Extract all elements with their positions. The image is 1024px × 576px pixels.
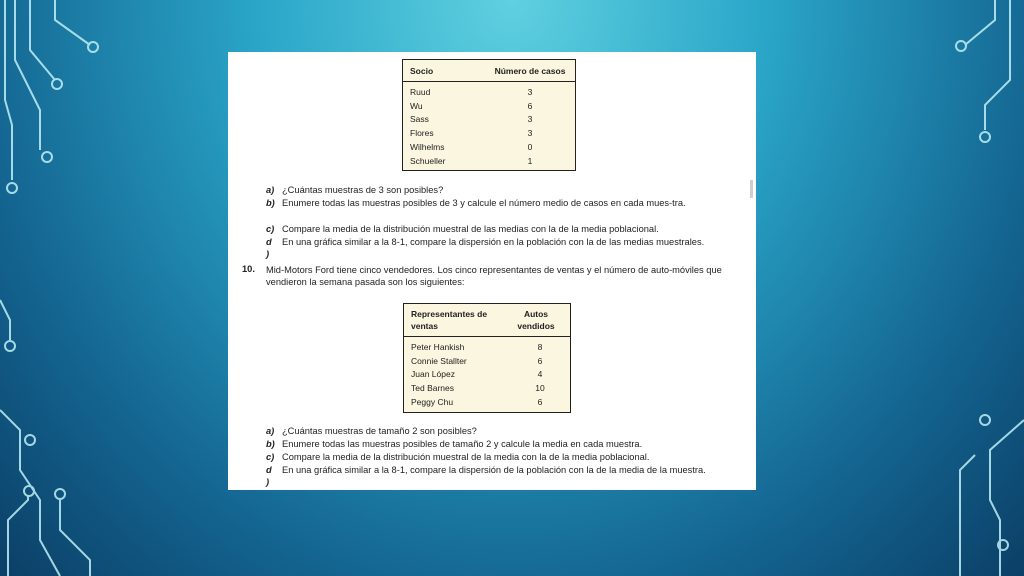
cell: Connie Stallter <box>411 355 467 366</box>
cell: 3 <box>527 86 533 97</box>
cell: Juan López <box>411 369 455 380</box>
question-text: Enumere todas las muestras posibles de tamaño 2 y calcule la media en cada muestra. <box>282 439 643 449</box>
cell: Flores <box>410 128 434 139</box>
cell: Ted Barnes <box>411 383 454 394</box>
question-label: a) <box>266 426 275 436</box>
question-label: a) <box>266 185 275 195</box>
sales-table <box>403 303 571 413</box>
question-text: ¿Cuántas muestras de tamaño 2 son posibles? <box>282 426 477 436</box>
cell: Wilhelms <box>410 142 445 153</box>
question-label: b) <box>266 439 275 449</box>
problem-text-body: Mid-Motors Ford tiene cinco vendedores. Los cinco representantes de ventas y el número de auto-móviles que vendieron la semana pasada son los siguientes: <box>266 265 722 287</box>
table-row <box>403 154 575 168</box>
question-text: En una gráfica similar a la 8-1, compare la dispersión en la población con la de las medias muestrales. <box>282 237 705 247</box>
question-label: c) <box>266 452 275 462</box>
cell: Sass <box>410 114 429 125</box>
problem-number: 10. <box>242 264 255 274</box>
table-header <box>404 304 570 337</box>
column-header: Socio <box>410 65 434 76</box>
cell: Wu <box>410 100 423 111</box>
column-header: Autos vendidos <box>517 309 555 331</box>
question-text: En una gráfica similar a la 8-1, compare la dispersión de la población con la de la media de la muestra. <box>282 465 706 475</box>
question-label: d ) <box>266 237 272 259</box>
table-row <box>404 354 570 368</box>
textbook-page-image <box>228 52 756 490</box>
question-label: b) <box>266 198 275 208</box>
question-text: Compare la media de la distribución muestral de la media con la de la media poblacional. <box>282 452 650 462</box>
cell: Ruud <box>410 86 431 97</box>
question-label: c) <box>266 224 275 234</box>
table-row <box>403 140 575 154</box>
question-label: d ) <box>266 465 272 487</box>
cell: Peter Hankish <box>411 341 465 352</box>
cases-table <box>402 59 576 171</box>
question-text: Compare la media de la distribución muestral de las medias con la de la media poblacional. <box>282 224 659 234</box>
table-row <box>403 85 575 99</box>
scroll-indicator <box>750 180 753 198</box>
cell: 3 <box>527 114 533 125</box>
table-row <box>404 381 570 395</box>
cell: 6 <box>537 355 543 366</box>
cell: 3 <box>527 128 533 139</box>
table-row <box>403 126 575 140</box>
cell: 4 <box>537 369 543 380</box>
cell: 10 <box>535 383 545 394</box>
cell: 8 <box>537 341 543 352</box>
cell: 0 <box>527 142 533 153</box>
cell: 6 <box>537 397 543 408</box>
table-row <box>403 113 575 127</box>
cell: 6 <box>527 100 533 111</box>
column-header: Número de casos <box>494 65 566 76</box>
cell: Schueller <box>410 155 446 166</box>
table-row <box>404 395 570 409</box>
table-row <box>404 340 570 354</box>
table-row <box>404 368 570 382</box>
table-header <box>403 60 575 82</box>
cell: 1 <box>527 155 533 166</box>
cell: Peggy Chu <box>411 397 454 408</box>
question-text: ¿Cuántas muestras de 3 son posibles? <box>282 185 444 195</box>
table-row <box>403 99 575 113</box>
column-header: Representantes de ventas <box>411 309 488 331</box>
question-text: Enumere todas las muestras posibles de 3 y calcule el número medio de casos en cada mues-tra. <box>282 198 686 208</box>
